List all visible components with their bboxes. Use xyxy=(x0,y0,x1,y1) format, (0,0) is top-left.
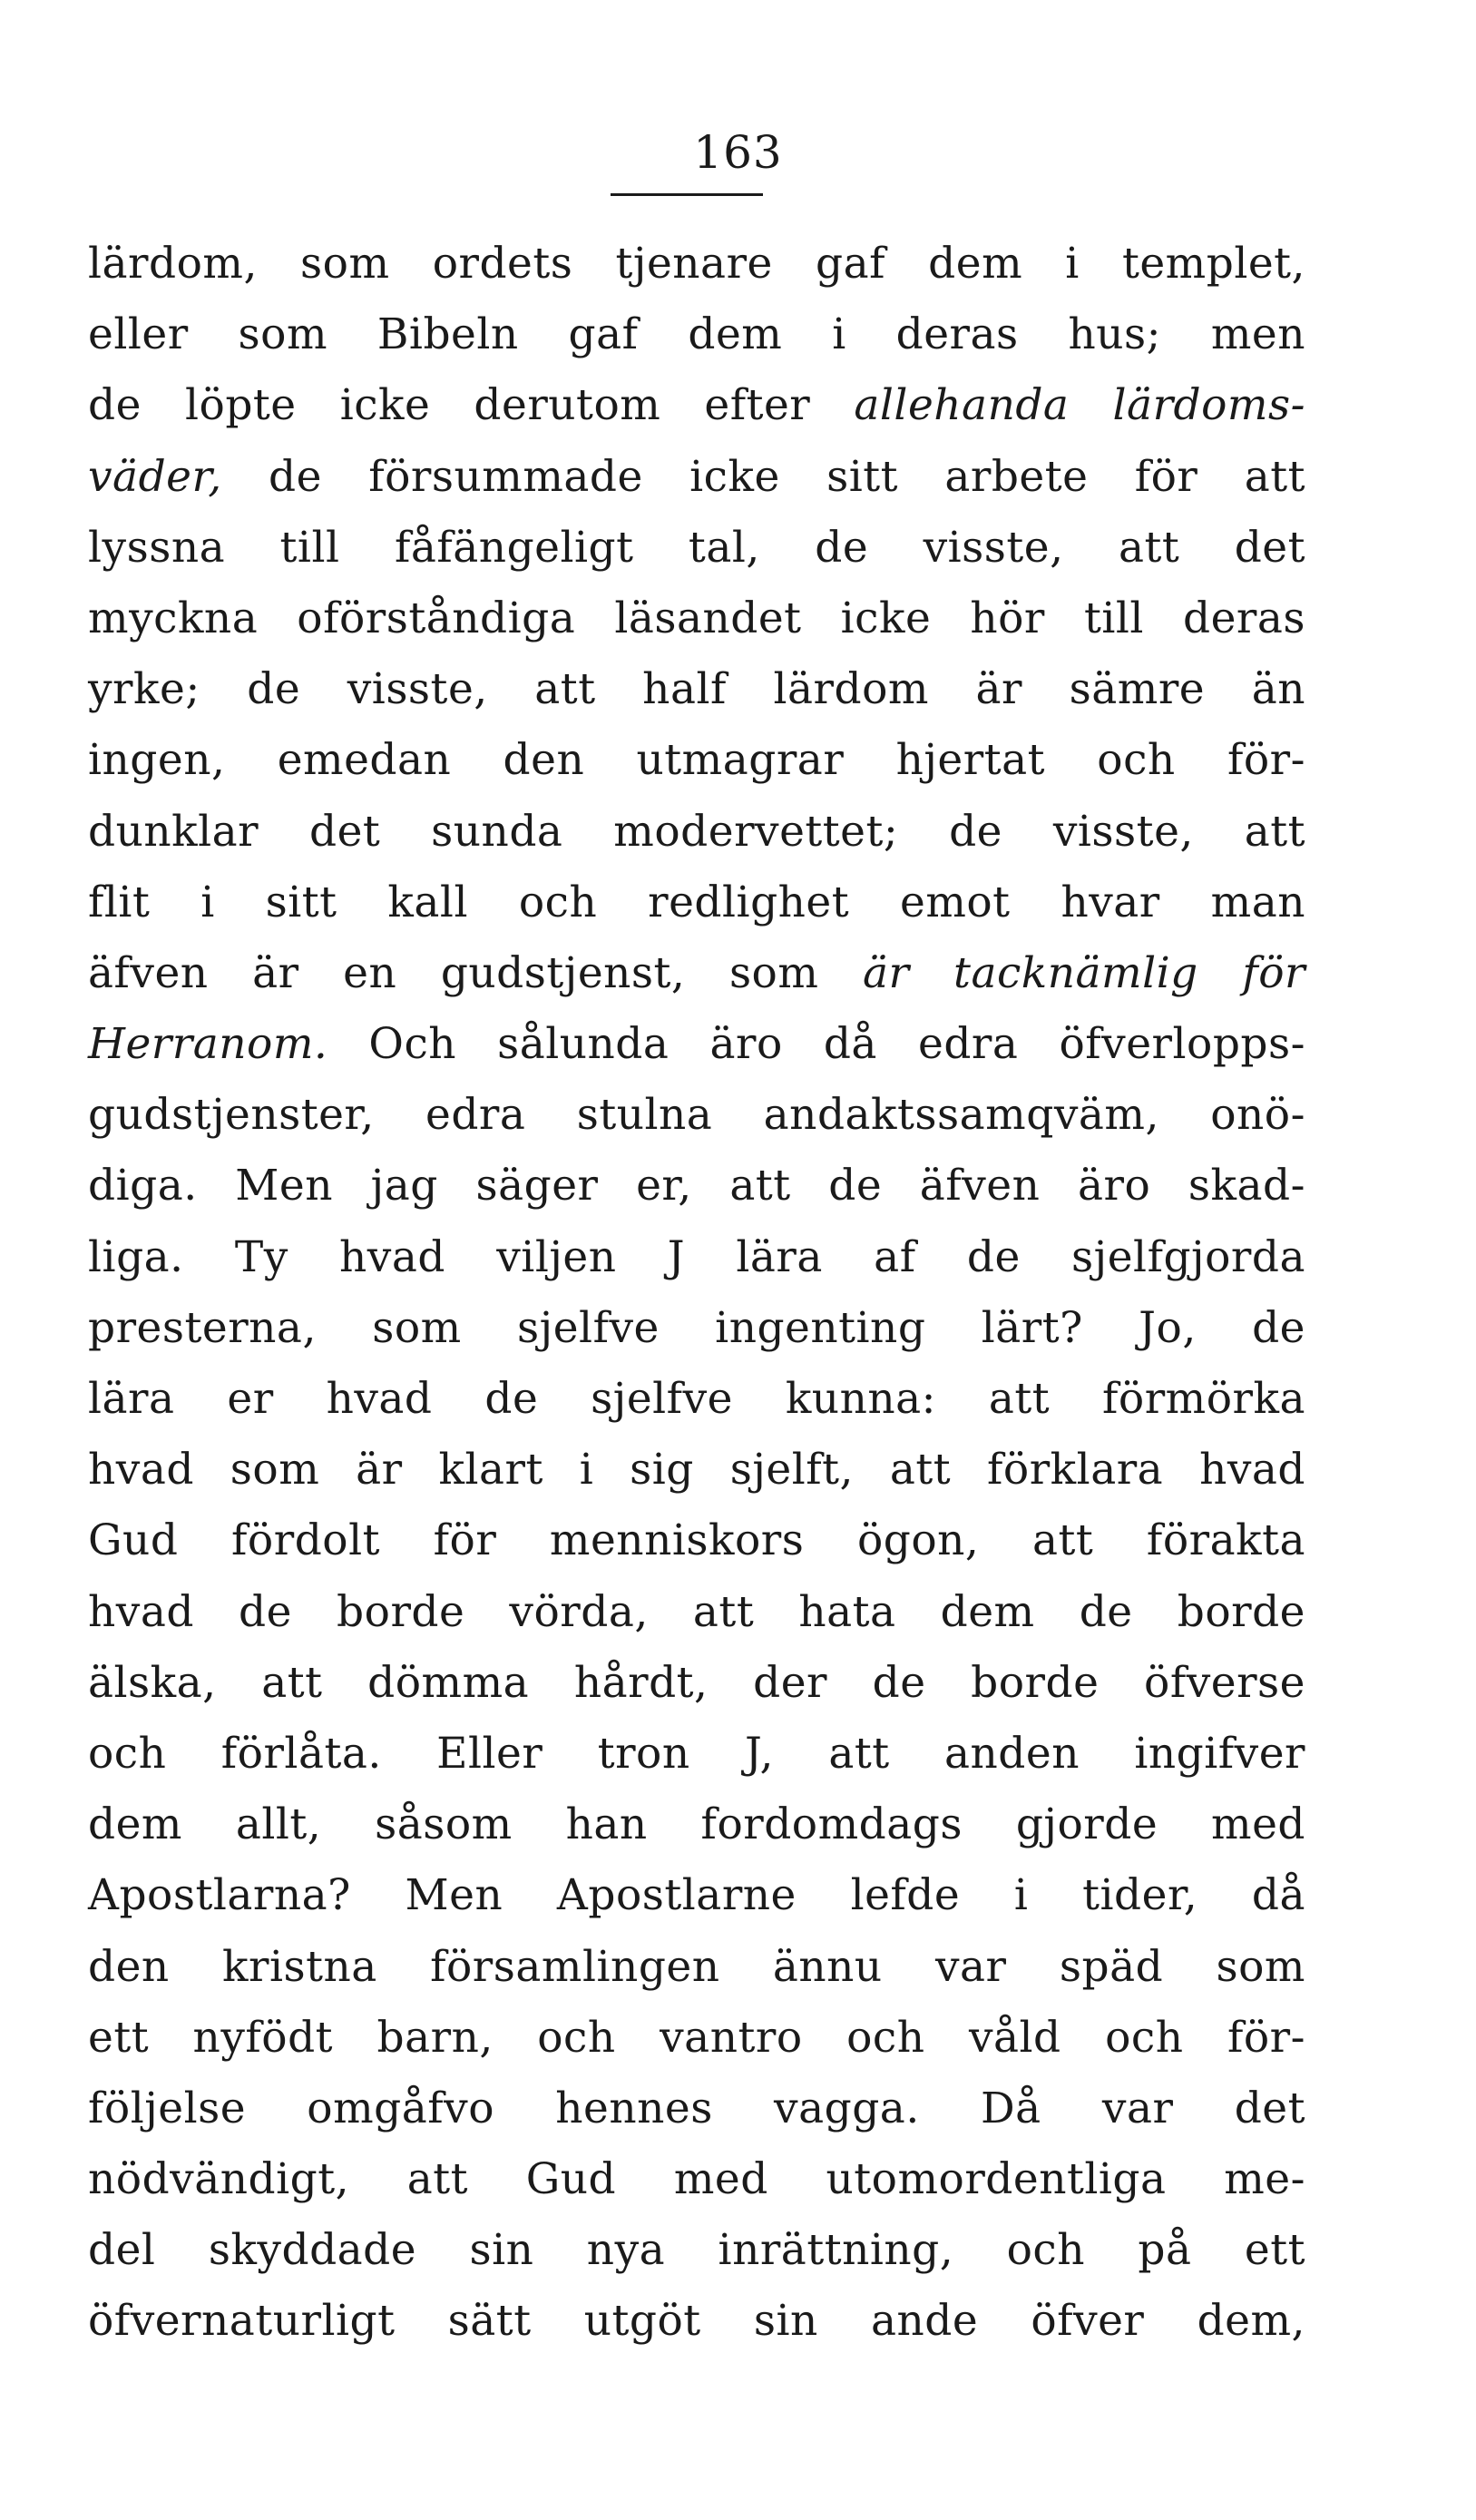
text-line: och förlåta. Eller tron J, att anden ingifver xyxy=(88,1728,1305,1779)
text-line: presterna, som sjelfve ingenting lärt? Jo, de xyxy=(88,1302,1305,1353)
text-line: dem allt, såsom han fordomdags gjorde med xyxy=(88,1799,1305,1850)
text-line: följelse omgåfvo hennes vagga. Då var det xyxy=(88,2083,1305,2133)
text-line: ingen, emedan den utmagrar hjertat och för- xyxy=(88,735,1305,786)
italic-phrase: allehanda lärdoms- xyxy=(854,380,1305,431)
header-rule xyxy=(611,193,763,196)
text-line: del skyddade sin nya inrättning, och på ett xyxy=(88,2225,1305,2276)
text-line: diga. Men jag säger er, att de äfven äro skad- xyxy=(88,1161,1305,1211)
text-line: gudstjenster, edra stulna andaktssamqväm, onö- xyxy=(88,1090,1305,1141)
text-line: Herranom. Och sålunda äro då edra öfverlopps- xyxy=(88,1019,1305,1070)
page-number: 163 xyxy=(693,126,783,179)
text-line: Apostlarna? Men Apostlarne lefde i tider, då xyxy=(88,1870,1305,1921)
text-line: äfven är en gudstjenst, som är tacknämlig för xyxy=(88,947,1305,998)
text-line: yrke; de visste, att half lärdom är sämre än xyxy=(88,664,1305,715)
text-line: hvad som är klart i sig sjelft, att förklara hvad xyxy=(88,1445,1305,1495)
text-line: nödvändigt, att Gud med utomordentliga me- xyxy=(88,2154,1305,2205)
italic-phrase: väder, xyxy=(88,451,222,502)
text-line: dunklar det sunda modervettet; de visste, att xyxy=(88,806,1305,857)
text-line: väder, de försummade icke sitt arbete för att xyxy=(88,451,1305,502)
text-line: lyssna till fåfängeligt tal, de visste, att det xyxy=(88,522,1305,573)
text-line: Gud fördolt för menniskors ögon, att förakta xyxy=(88,1515,1305,1566)
text-line: hvad de borde vörda, att hata dem de borde xyxy=(88,1586,1305,1637)
text-line: ett nyfödt barn, och vantro och våld och för- xyxy=(88,2012,1305,2063)
italic-phrase: Herranom. xyxy=(88,1019,328,1070)
text-line: de löpte icke derutom efter allehanda lärdoms- xyxy=(88,380,1305,431)
text-line: myckna oförståndiga läsandet icke hör till deras xyxy=(88,593,1305,643)
text-line: eller som Bibeln gaf dem i deras hus; men xyxy=(88,309,1305,360)
italic-phrase: är tacknämlig för xyxy=(863,947,1305,998)
text-line: lärdom, som ordets tjenare gaf dem i templet, xyxy=(88,239,1305,289)
body-text xyxy=(88,229,1305,2358)
text-line: öfvernaturligt sätt utgöt sin ande öfver dem, xyxy=(88,2296,1305,2347)
text-line: liga. Ty hvad viljen J lära af de sjelfgjorda xyxy=(88,1231,1305,1282)
text-line: den kristna församlingen ännu var späd som xyxy=(88,1941,1305,1992)
text-line: flit i sitt kall och redlighet emot hvar man xyxy=(88,877,1305,927)
text-line: älska, att dömma hårdt, der de borde öfverse xyxy=(88,1657,1305,1708)
text-line: lära er hvad de sjelfve kunna: att förmörka xyxy=(88,1374,1305,1424)
